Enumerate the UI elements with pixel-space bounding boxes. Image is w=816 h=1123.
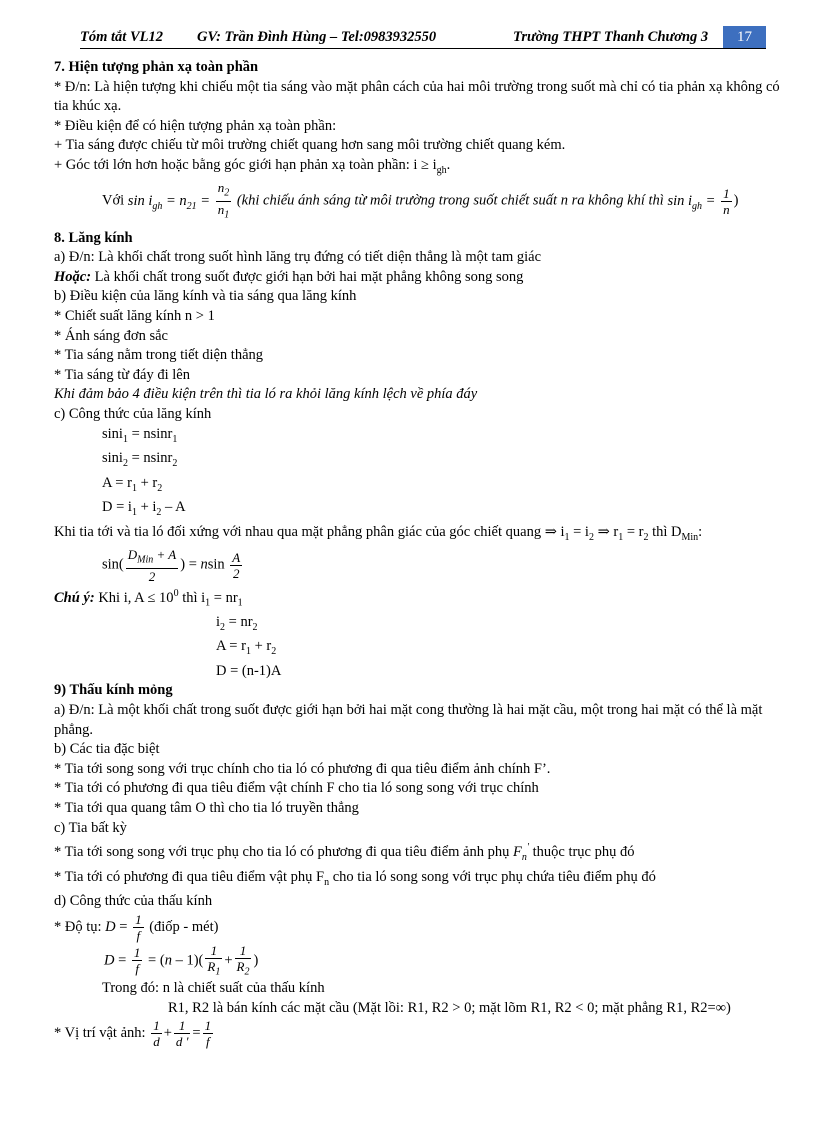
s8-b1: * Chiết suất lăng kính n > 1 [54,308,215,325]
fraction: $D_{Min} + A$ 2 [127,547,177,584]
s9-c1: * Tia tới song song với trục phụ cho tia ló có phương đi qua tiêu điểm ảnh phụ $F_n'$ thuộc trục phụ đó [54,842,635,863]
s9-c2: * Tia tới có phương đi qua tiêu điểm vật phụ $F_n$ cho tia ló song song với trục phụ chứa tiêu điểm phụ đó [54,868,656,888]
s8-note: Chú ý: Khi i, $A \le 10^0$ thì $i_1 = nr_1$ [54,587,243,609]
s9-b3: * Tia tới qua quang tâm O thì cho tia ló truyền thẳng [54,800,359,817]
s8-b4: * Tia sáng từ đáy đi lên [54,366,190,383]
header-rule [80,48,766,49]
s9-d: d) Công thức của thấu kính [54,893,213,910]
s7-definition: * Đ/n: Là hiện tượng khi chiếu một tia sáng vào mặt phân cách của hai môi trường trong suốt mà chỉ có tia phản xạ không có tia khúc xạ. [54,78,780,115]
s8-b: b) Điều kiện của lăng kính và tia sáng qua lăng kính [54,288,357,305]
lens-power: * Độ tụ: D = $\frac{1}{f}$ (điốp - mét) [54,911,219,943]
fraction: $\frac{1}{f}$ [135,911,142,943]
small-angle-2: $i_2 = nr_2$ [216,613,258,633]
s8-c: c) Công thức của lăng kính [54,405,212,422]
s7-formula: Với $\sin i_{gh} = n_{21}$ = $\frac{n_2}{n_1}$ (khi chiếu ánh sáng từ môi trường trong suốt chiết suất n ra không khí thì $\sin i_{gh}$ = $\frac{1}{n}$ ) [102,180,739,221]
header-teacher: GV: Trần Đình Hùng – Tel:0983932550 [197,29,437,45]
fraction: $\frac{A}{2}$ [232,549,241,581]
fraction: $\frac{1}{R_1}$ [207,942,221,978]
s9-c: c) Tia bất kỳ [54,819,127,836]
page-header [80,26,766,48]
fraction: $\frac{1}{f}$ [133,945,141,977]
fraction: $\frac{1}{d}$ [153,1018,160,1050]
small-angle-4: D = (n-1)A [216,662,282,679]
s7-cond-title: * Điều kiện để có hiện tượng phản xạ toàn phần: [54,117,337,134]
s8-b3: * Tia sáng nằm trong tiết diện thẳng [54,347,264,364]
prism-formula-2: sini$_2$ = nsinr$_2$ [102,450,178,469]
s8-b2: * Ánh sáng đơn sắc [54,327,168,344]
document-body [54,58,780,1049]
prism-formula-4: $D = i_1 + i_2 - A$ [102,499,186,518]
fraction: $\frac{1}{d '}$ [175,1018,189,1050]
section-8-title: 8. Lăng kính [54,229,133,246]
s9-b2: * Tia tới có phương đi qua tiêu điểm vật chính F cho tia ló song song với trục chính [54,780,539,797]
page-number: 17 [723,26,766,48]
section-9-title: 9) Thấu kính mỏng [54,682,173,699]
section-7-title: 7. Hiện tượng phản xạ toàn phần [54,59,259,75]
lens-maker-formula: D = $\frac{1}{f}$ = (n – 1)( $\frac{1}{R_1}$ + $\frac{1}{R_2}$ ) [104,942,259,978]
s9-where: Trong đó: n là chiết suất của thấu kính [102,980,325,997]
fraction: $\frac{n_2}{n_1}$ [217,180,230,221]
s9-radii: R1, R2 là bán kính các mặt cầu (Mặt lồi: R1, R2 > 0; mặt lõm R1, R2 < 0; mặt phẳng R1, R2=∞) [168,999,731,1016]
prism-formula-1: sini$_1$ = nsinr$_1$ [102,425,178,445]
prism-formula-3: $A = r_1 + r_2$ [102,474,163,494]
s8-or: Hoặc: Là khối chất trong suốt được giới hạn bởi hai mặt phẳng không song song [54,268,524,285]
min-deviation-formula: sin( $D_{Min} + A$ 2 ) = nsin $\frac{A}{2}$ [102,547,241,584]
fraction: $\frac{1}{n}$ [723,186,730,218]
fraction: $\frac{1}{f}$ [204,1018,212,1050]
s9-b1: * Tia tới song song với trục chính cho tia ló có phương đi qua tiêu điểm ảnh chính F’. [54,760,551,777]
small-angle-3: $A = r_1 + r_2$ [216,638,277,658]
s9-a: a) Đ/n: Là một khối chất trong suốt được giới hạn bởi hai mặt cong thường là hai mặt cầu, một trong hai mặt có thể là mặt phẳng. [54,702,763,738]
s8-symmetric: Khi tia tới và tia ló đối xứng với nhau qua mặt phẳng phân giác của góc chiết quang ⇒ $i_1 = i_2$ ⇒ $r_1 = r_2$ thì $D_{Min}$: [54,523,703,543]
header-subject: Tóm tắt VL12 [80,29,163,45]
s8-a: a) Đ/n: Là khối chất trong suốt hình lăng trụ đứng có tiết diện thẳng là một tam giác [54,249,542,266]
s7-cond1: + Tia sáng được chiếu từ môi trường chiết quang hơn sang môi trường chiết quang kém. [54,137,566,154]
header-school: Trường THPT Thanh Chương 3 [513,29,709,45]
fraction: $\frac{1}{R_2}$ [236,942,250,978]
lens-position-formula: * Vị trí vật ảnh: $\frac{1}{d}$ + $\frac{1}{d '}$ = $\frac{1}{f}$ [54,1018,212,1050]
s8-b-note: Khi đảm bảo 4 điều kiện trên thì tia ló ra khỏi lăng kính lệch về phía đáy [54,386,478,403]
s9-b: b) Các tia đặc biệt [54,741,160,758]
s7-cond2: + Góc tới lớn hơn hoặc bằng góc giới hạn phản xạ toàn phần: $i \ge i_{gh}$. [54,156,451,176]
